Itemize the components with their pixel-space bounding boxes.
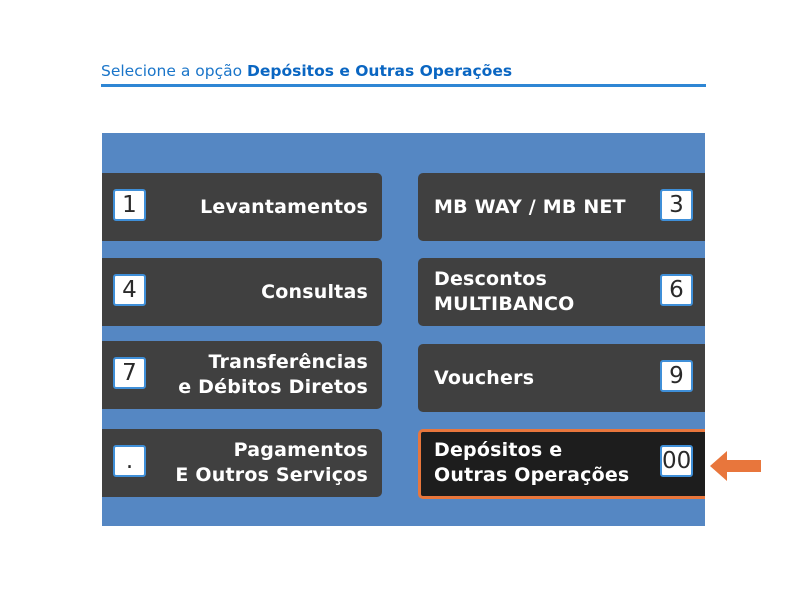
key-dot: . — [113, 445, 146, 477]
option-pagamentos[interactable] — [102, 429, 382, 497]
option-levantamentos[interactable] — [102, 173, 382, 241]
key-1: 1 — [113, 189, 146, 221]
option-label-line: Transferências — [208, 351, 368, 373]
option-mb-way[interactable] — [418, 173, 705, 241]
option-consultas[interactable] — [102, 258, 382, 326]
title-underline — [101, 84, 706, 87]
option-label-line: Outras Operações — [434, 463, 630, 486]
option-label-line: e Débitos Diretos — [178, 376, 368, 398]
option-transferencias[interactable] — [102, 341, 382, 409]
option-label — [434, 429, 629, 496]
option-label-line: MULTIBANCO — [434, 293, 575, 315]
option-label-line: Pagamentos — [233, 439, 368, 461]
option-depositos[interactable] — [418, 429, 705, 499]
key-6: 6 — [660, 274, 693, 306]
option-label — [178, 341, 368, 409]
option-label — [434, 258, 575, 326]
option-label — [261, 258, 368, 326]
option-label-line: E Outros Serviços — [175, 464, 368, 486]
option-label — [175, 429, 368, 497]
instruction-prefix: Selecione a opção — [101, 62, 247, 80]
option-label-line: Descontos — [434, 268, 548, 290]
key-7: 7 — [113, 357, 146, 389]
instruction-highlight: Depósitos e Outras Operações — [247, 62, 513, 80]
atm-screen — [102, 133, 705, 526]
instruction-text — [101, 62, 512, 80]
key-3: 3 — [660, 189, 693, 221]
option-descontos[interactable] — [418, 258, 705, 326]
option-label — [434, 344, 534, 412]
key-00: 00 — [660, 445, 693, 477]
option-label — [200, 173, 368, 241]
option-label-line: Levantamentos — [200, 195, 368, 218]
option-label-line: Consultas — [261, 280, 368, 303]
option-label-line: Depósitos e — [434, 438, 563, 461]
option-label-line: Vouchers — [434, 366, 535, 389]
key-9: 9 — [660, 360, 693, 392]
option-label-line: MB WAY / MB NET — [434, 195, 626, 218]
arrow-left-icon — [710, 450, 762, 486]
key-4: 4 — [113, 274, 146, 306]
option-label — [434, 173, 626, 241]
option-vouchers[interactable] — [418, 344, 705, 412]
